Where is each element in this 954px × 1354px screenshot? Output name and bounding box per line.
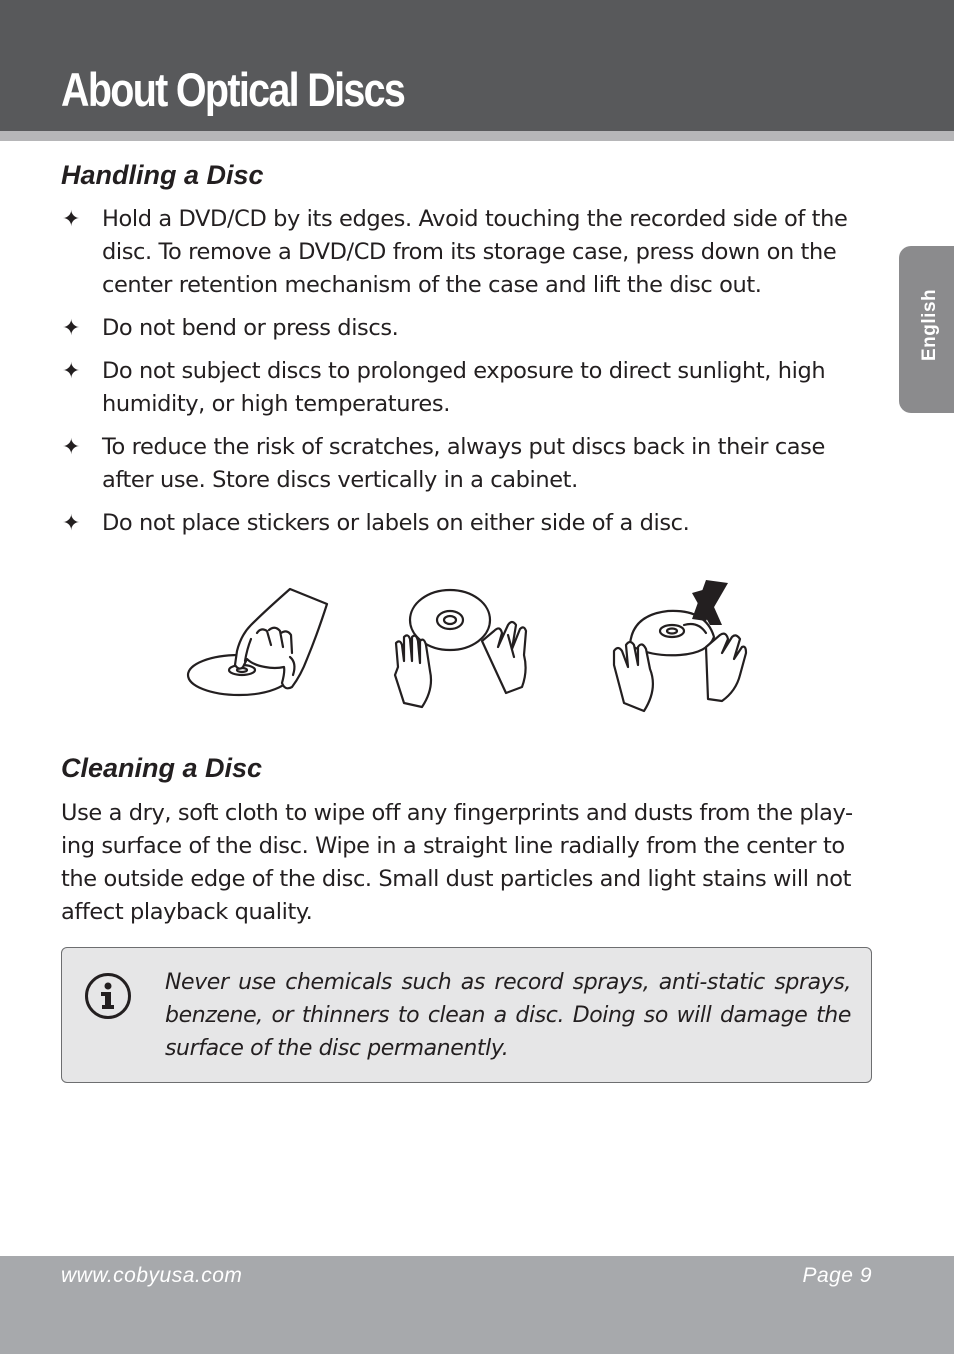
bullet-star-icon: ✦ <box>62 359 81 384</box>
list-item-text: Hold a DVD/CD by its edges. Avoid touching the recorded side of the disc. To remove a DVD/CD from its storage case, press down on the center retention mechanism of the case and lift the disc out. <box>102 206 848 298</box>
hands-holding-disc-illustration <box>390 575 540 715</box>
note-text: Never use chemicals such as record sprays, anti-static sprays, benzene, or thinners to clean a disc. Doing so will damage the surface of the disc permanently. <box>165 970 851 1061</box>
list-item <box>61 312 873 345</box>
cleaning-paragraph: Use a dry, soft cloth to wipe off any fingerprints and dusts from the play-ing surface of the disc. Wipe in a straight line radially from the center to the outside edge of the disc. Small dust particles and light stains will not affect playback quality. <box>61 800 853 925</box>
handling-heading: Handling a Disc <box>61 160 264 190</box>
list-item <box>61 203 873 302</box>
footer-url[interactable]: www.cobyusa.com <box>61 1264 243 1287</box>
x-mark-icon <box>692 580 728 625</box>
bullet-star-icon: ✦ <box>62 511 81 536</box>
note-box <box>61 947 872 1083</box>
language-tab[interactable] <box>899 246 954 413</box>
language-tab-label: English <box>919 288 940 361</box>
disc-handling-illustrations <box>185 575 750 715</box>
hands-bending-disc-illustration <box>610 575 750 715</box>
bullet-star-icon: ✦ <box>62 435 81 460</box>
cleaning-heading: Cleaning a Disc <box>61 753 263 783</box>
list-item-text: Do not bend or press discs. <box>102 315 399 341</box>
list-item-text: Do not place stickers or labels on either side of a disc. <box>102 510 690 536</box>
list-item <box>61 431 873 497</box>
page-number: Page 9 <box>802 1264 872 1287</box>
list-item-text: Do not subject discs to prolonged exposure to direct sunlight, high humidity, or high temperatures. <box>102 358 826 417</box>
header-stripe <box>0 131 954 141</box>
page-header <box>0 0 954 131</box>
page-title: About Optical Discs <box>61 63 405 116</box>
list-item <box>61 355 873 421</box>
list-item-text: To reduce the risk of scratches, always put discs back in their case after use. Store discs vertically in a cabinet. <box>102 434 825 493</box>
list-item <box>61 507 873 540</box>
bullet-star-icon: ✦ <box>62 316 81 341</box>
hand-pressing-disc-illustration <box>185 575 335 710</box>
bullet-star-icon: ✦ <box>62 207 81 232</box>
handling-list <box>61 203 873 550</box>
page-footer <box>0 1256 954 1354</box>
info-icon <box>84 972 132 1020</box>
